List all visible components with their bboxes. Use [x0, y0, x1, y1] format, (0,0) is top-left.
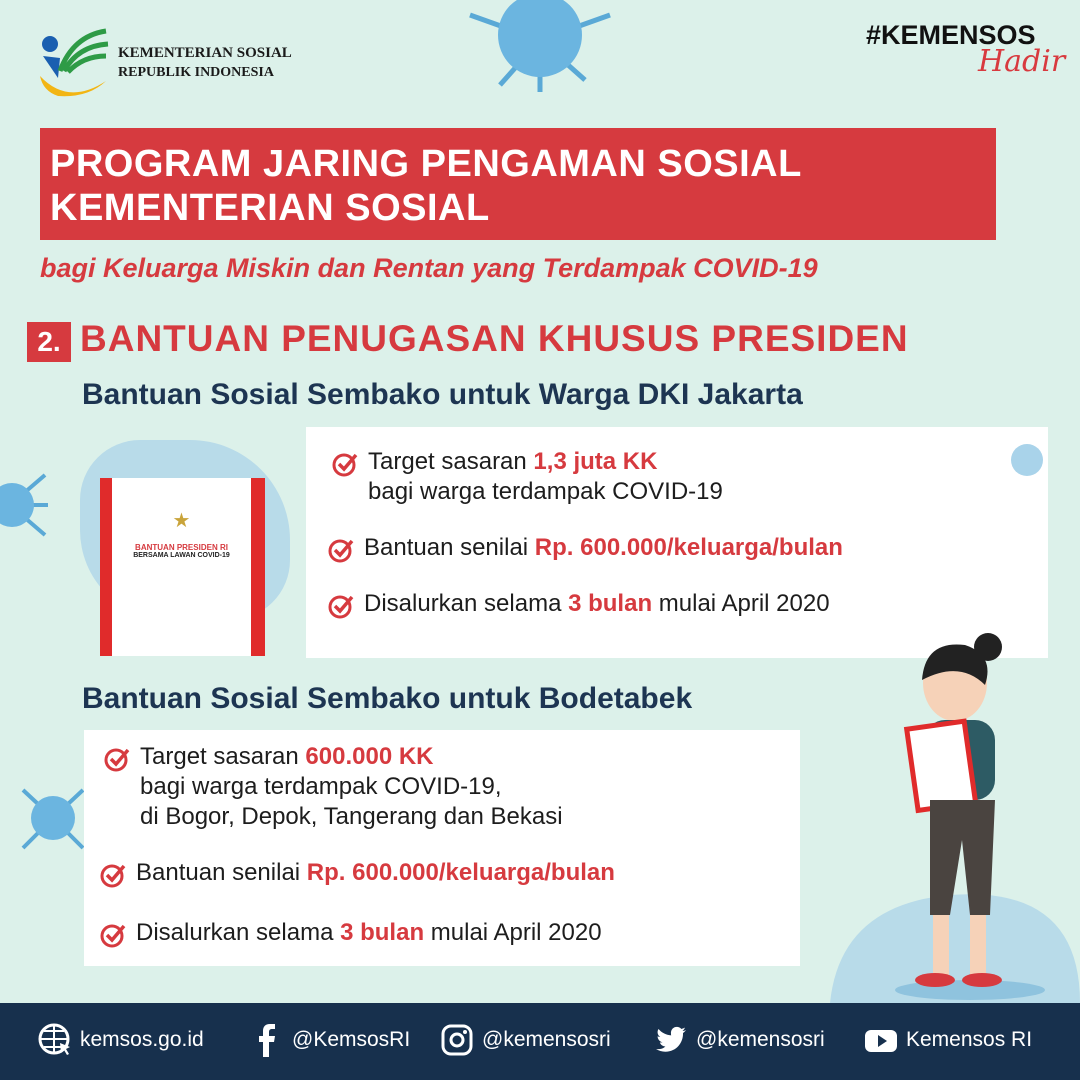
highlight: 1,3 juta KK [533, 448, 658, 475]
virus-icon [18, 780, 88, 855]
dki-heading: Bantuan Sosial Sembako untuk Warga DKI Jakarta [82, 378, 803, 411]
highlight: 3 bulan [568, 590, 653, 617]
footer-website[interactable] [38, 1023, 204, 1057]
highlight: Rp. 600.000/keluarga/bulan [306, 859, 615, 886]
footer-youtube[interactable] [864, 1023, 1032, 1057]
footer-twitter[interactable] [654, 1023, 825, 1057]
bodetabek-item-amount [136, 858, 615, 888]
subtitle: bagi Keluarga Miskin dan Rentan yang Terdampak COVID-19 [40, 253, 818, 283]
highlight: 3 bulan [340, 919, 425, 946]
text: bagi warga terdampak COVID-19, [140, 773, 502, 800]
org-line1: KEMENTERIAN SOSIAL [118, 45, 292, 61]
text: mulai April 2020 [652, 590, 830, 617]
youtube-text: Kemensos RI [906, 1028, 1033, 1051]
bag-subtitle: BERSAMA LAWAN COVID-19 [133, 552, 230, 559]
banner-line1: PROGRAM JARING PENGAMAN SOSIAL [50, 143, 802, 185]
dki-info-box [306, 427, 1048, 658]
instagram-icon [440, 1023, 474, 1057]
banner-line2: KEMENTERIAN SOSIAL [50, 187, 490, 229]
facebook-icon [250, 1023, 284, 1057]
bodetabek-item-duration [136, 918, 602, 948]
website-text: kemsos.go.id [80, 1028, 204, 1051]
garuda-star-icon: ★ [172, 510, 191, 532]
bag-title: BANTUAN PRESIDEN RI [135, 543, 228, 552]
kemensos-logo [38, 26, 110, 100]
text: Target sasaran [368, 448, 534, 475]
text: Bantuan senilai [364, 534, 535, 561]
check-circle-icon [328, 593, 354, 619]
woman-illustration [830, 625, 1080, 1003]
virus-icon [460, 0, 620, 95]
virus-icon [0, 465, 50, 545]
bodetabek-info-box [84, 730, 800, 966]
youtube-icon [864, 1023, 898, 1057]
check-circle-icon [104, 746, 130, 772]
highlight: Rp. 600.000/keluarga/bulan [534, 534, 843, 561]
hashtag-script: Hadir [978, 44, 1066, 79]
globe-icon [38, 1023, 72, 1057]
bodetabek-heading: Bantuan Sosial Sembako untuk Bodetabek [82, 682, 693, 715]
org-line2: REPUBLIK INDONESIA [118, 65, 274, 80]
dki-item-duration [364, 589, 830, 619]
text: Disalurkan selama [364, 590, 569, 617]
check-circle-icon [332, 451, 358, 477]
dki-item-target [368, 447, 723, 507]
text: Bantuan senilai [136, 859, 307, 886]
sembako-bag-image [100, 478, 265, 656]
text: di Bogor, Depok, Tangerang dan Bekasi [140, 803, 563, 830]
section-number: 2. [27, 322, 71, 362]
check-circle-icon [100, 862, 126, 888]
text: mulai April 2020 [424, 919, 602, 946]
footer-facebook[interactable] [250, 1023, 410, 1057]
bodetabek-item-target [140, 742, 563, 832]
instagram-text: @kemensosri [482, 1028, 611, 1051]
section-title: BANTUAN PENUGASAN KHUSUS PRESIDEN [80, 318, 909, 359]
text: Target sasaran [140, 743, 306, 770]
footer-instagram[interactable] [440, 1023, 611, 1057]
check-circle-icon [328, 537, 354, 563]
footer [0, 1003, 1080, 1080]
title-banner [40, 128, 996, 240]
check-circle-icon [100, 922, 126, 948]
text: Disalurkan selama [136, 919, 341, 946]
org-name [118, 44, 292, 82]
twitter-text: @kemensosri [696, 1028, 825, 1051]
highlight: 600.000 KK [305, 743, 434, 770]
hashtag: #KEMENSOS [866, 20, 1036, 50]
dki-item-amount [364, 533, 843, 563]
virus-icon [1002, 435, 1052, 485]
twitter-icon [654, 1023, 688, 1057]
facebook-text: @KemsosRI [292, 1028, 411, 1051]
text: bagi warga terdampak COVID-19 [368, 478, 723, 505]
